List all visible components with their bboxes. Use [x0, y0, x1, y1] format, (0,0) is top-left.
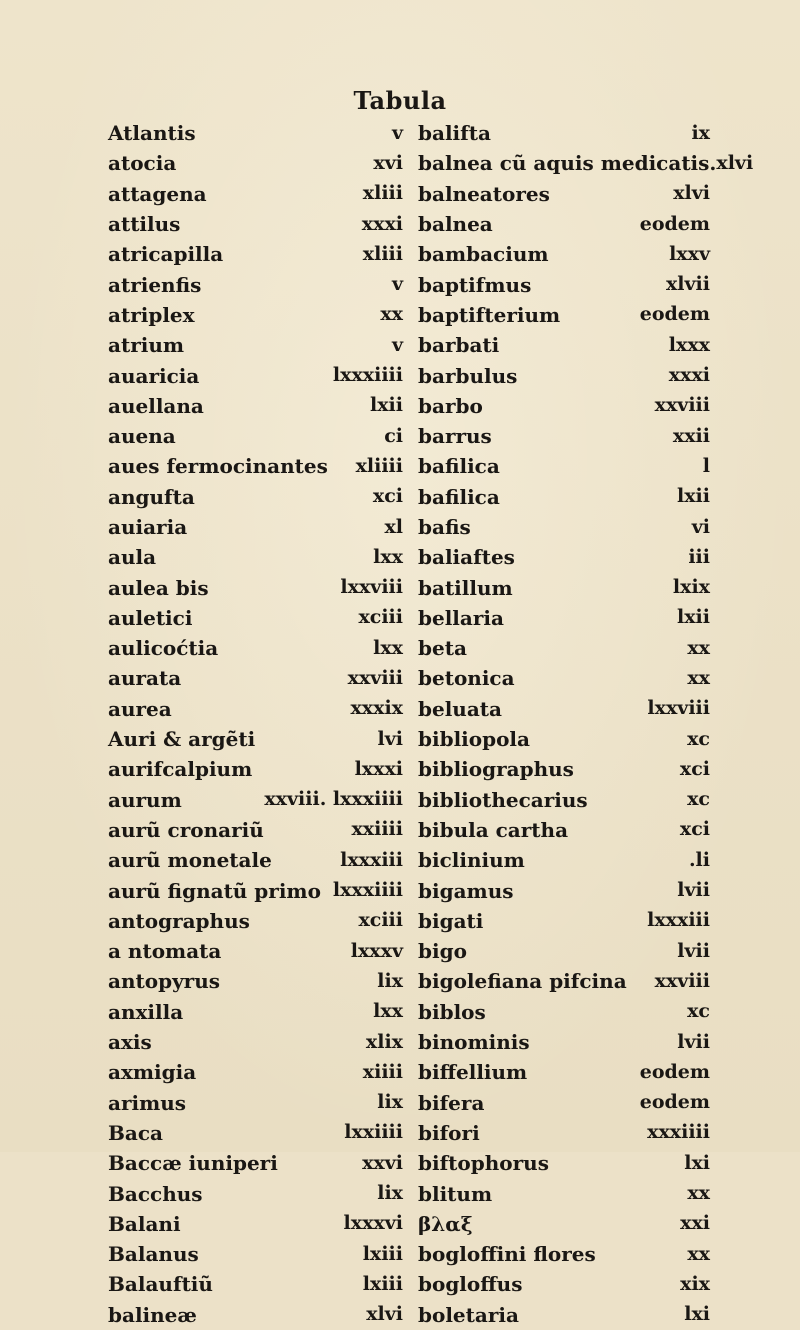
index-entry	[418, 391, 710, 421]
index-entry	[418, 724, 710, 754]
index-term: atrienfis	[108, 272, 202, 297]
page-reference: xxviii. lxxxiiii	[264, 788, 403, 811]
index-entry	[108, 694, 403, 724]
index-entry	[418, 1269, 710, 1299]
index-entry	[418, 148, 754, 178]
index-entry	[418, 694, 710, 724]
index-term: baptifmus	[418, 272, 532, 297]
index-entry	[108, 997, 403, 1027]
page-reference: lix	[377, 1091, 403, 1114]
index-entry	[108, 118, 403, 148]
index-term: balnea	[418, 212, 493, 237]
page-reference: xxxi	[668, 364, 710, 387]
index-term: axis	[108, 1030, 152, 1055]
page-reference: lxxx	[668, 333, 710, 356]
page-reference: vi	[691, 515, 710, 538]
index-entry	[108, 603, 403, 633]
page-reference: xiiii	[362, 1060, 403, 1083]
page-reference: xliiii	[355, 454, 403, 477]
index-term: bifera	[418, 1090, 485, 1115]
index-term: βλαξ	[418, 1211, 473, 1236]
index-entry	[418, 179, 710, 209]
page-reference: lvi	[377, 727, 403, 750]
index-term: bigolefiana pifcina	[418, 969, 627, 994]
index-entry	[108, 845, 403, 875]
page-reference: lxiii	[362, 1272, 403, 1295]
page-reference: eodem	[639, 303, 710, 326]
index-entry	[108, 936, 403, 966]
index-entry	[108, 724, 403, 754]
index-term: Atlantis	[108, 121, 196, 146]
index-column-right	[418, 118, 754, 1330]
index-entry	[108, 179, 403, 209]
page-reference: xliii	[362, 242, 403, 265]
page-reference: lxix	[672, 576, 710, 599]
page-reference: lxxviii	[647, 697, 710, 720]
page-reference: xci	[372, 485, 403, 508]
page-reference: lxx	[373, 636, 403, 659]
index-entry	[418, 360, 710, 390]
index-term: aurũ cronariũ	[108, 817, 264, 842]
page-reference: xliii	[362, 182, 403, 205]
index-term: baliaftes	[418, 545, 515, 570]
index-entry	[418, 451, 710, 481]
page-reference: lxxiiii	[344, 1121, 403, 1144]
index-entry	[108, 966, 403, 996]
index-entry	[418, 603, 710, 633]
page-reference: lvii	[677, 1030, 710, 1053]
index-entry	[418, 936, 710, 966]
page-reference: lxi	[684, 1151, 710, 1174]
page-reference: lxiii	[362, 1242, 403, 1265]
index-term: bibliographus	[418, 757, 574, 782]
page-reference: xci	[679, 818, 710, 841]
page-reference: xx	[687, 636, 710, 659]
index-entry	[418, 1057, 710, 1087]
index-term: atricapilla	[108, 242, 224, 267]
index-entry	[108, 451, 403, 481]
index-term: bibula cartha	[418, 817, 569, 842]
index-entry	[108, 330, 403, 360]
index-entry	[108, 148, 403, 178]
index-term: arimus	[108, 1090, 187, 1115]
page-reference: lxxxi	[354, 757, 403, 780]
index-term: biftophorus	[418, 1151, 549, 1176]
index-term: bogloffus	[418, 1272, 523, 1297]
index-term: aurifcalpium	[108, 757, 253, 782]
index-term: aurum	[108, 787, 182, 812]
page-reference: lxx	[373, 1000, 403, 1023]
page-reference: lxxxiii	[340, 848, 403, 871]
index-entry	[108, 482, 403, 512]
page-reference: lxxxv	[350, 939, 403, 962]
index-term: baptifterium	[418, 302, 561, 327]
page-reference: lxxxvi	[343, 1212, 403, 1235]
index-entry	[418, 1118, 710, 1148]
index-entry	[418, 1209, 710, 1239]
index-entry	[108, 1300, 403, 1330]
index-term: bafilica	[418, 484, 500, 509]
index-entry	[108, 754, 403, 784]
index-term: Baccæ iuniperi	[108, 1151, 278, 1176]
index-term: blitum	[418, 1181, 493, 1206]
index-term: aurũ monetale	[108, 848, 272, 873]
index-term: aurea	[108, 696, 172, 721]
page-reference: xix	[680, 1272, 710, 1295]
index-term: auena	[108, 424, 176, 449]
index-term: Baca	[108, 1120, 163, 1145]
page-reference: xlvii	[665, 273, 710, 296]
index-entry	[418, 1027, 710, 1057]
index-term: bibliothecarius	[418, 787, 588, 812]
index-term: biffellium	[418, 1060, 528, 1085]
page-reference: xc	[687, 1000, 710, 1023]
page-reference: lxxv	[669, 242, 710, 265]
index-term: angufta	[108, 484, 195, 509]
page-reference: ci	[384, 424, 403, 447]
index-entry	[108, 542, 403, 572]
index-entry	[418, 906, 710, 936]
page-reference: ix	[691, 121, 710, 144]
index-term: bafis	[418, 515, 471, 539]
index-entry	[418, 845, 710, 875]
index-entry	[108, 875, 403, 905]
index-term: aurata	[108, 666, 182, 691]
index-term: barbo	[418, 393, 483, 418]
index-entry	[418, 118, 710, 148]
index-term: biblos	[418, 999, 486, 1024]
page-reference: xlvi	[366, 1303, 403, 1326]
index-term: barbati	[418, 333, 500, 358]
index-entry	[108, 785, 403, 815]
page-reference: lxxxiiii	[332, 364, 403, 387]
index-term: bifori	[418, 1120, 480, 1145]
page-reference: xxvi	[362, 1151, 403, 1174]
page-reference: lvii	[677, 879, 710, 902]
page-reference: xxviii	[347, 666, 403, 689]
page-reference: xxxix	[350, 697, 403, 720]
index-entry	[108, 269, 403, 299]
index-term: balifta	[418, 121, 491, 146]
index-term: aula	[108, 545, 157, 570]
page-reference: lvii	[677, 939, 710, 962]
page-reference: xxiiii	[351, 818, 403, 841]
page-reference: v	[391, 121, 403, 144]
index-term: atrium	[108, 333, 185, 358]
index-term: a ntomata	[108, 939, 222, 964]
index-term: auiaria	[108, 515, 188, 539]
index-term: atocia	[108, 151, 177, 176]
index-term: antographus	[108, 908, 250, 933]
index-term: Balanus	[108, 1242, 199, 1267]
index-term: bellaria	[418, 605, 504, 630]
index-entry	[418, 269, 710, 299]
page-reference: .li	[688, 848, 710, 871]
page-reference: lxxxiii	[647, 909, 710, 932]
index-entry	[418, 1178, 710, 1208]
index-term: aurũ fignatũ primo	[108, 878, 321, 903]
index-entry	[108, 1088, 403, 1118]
index-term: barbulus	[418, 363, 518, 388]
index-term: attilus	[108, 212, 181, 237]
page-reference: xx	[380, 303, 403, 326]
index-entry	[108, 663, 403, 693]
index-term: bambacium	[418, 242, 549, 267]
index-term: beluata	[418, 696, 503, 721]
index-term: bigati	[418, 908, 484, 933]
index-entry	[418, 482, 710, 512]
page-reference: xciii	[358, 606, 403, 629]
page-reference: iii	[688, 545, 710, 568]
page-title: Tabula	[353, 86, 447, 115]
index-entry	[418, 1300, 710, 1330]
index-entry	[418, 785, 710, 815]
page-reference: xx	[687, 1242, 710, 1265]
index-entry	[418, 300, 710, 330]
index-term: aues fermocinantes	[108, 454, 328, 479]
page-reference: xxii	[672, 424, 710, 447]
page-reference: xx	[687, 1182, 710, 1205]
index-term: aulicoćtia	[108, 636, 219, 661]
index-entry	[418, 1239, 710, 1269]
index-term: bigo	[418, 939, 467, 964]
index-entry	[108, 1148, 403, 1178]
page-reference: xlvi	[716, 151, 754, 174]
index-entry	[108, 300, 403, 330]
index-entry	[108, 815, 403, 845]
index-entry	[108, 1027, 403, 1057]
index-entry	[418, 875, 710, 905]
index-entry	[418, 663, 710, 693]
page-reference: lxii	[677, 485, 710, 508]
index-entry	[418, 815, 710, 845]
index-entry	[108, 1269, 403, 1299]
index-term: binominis	[418, 1030, 530, 1055]
index-term: biclinium	[418, 848, 525, 873]
index-term: auletici	[108, 605, 193, 630]
page-reference: lxxxiiii	[332, 879, 403, 902]
index-entry	[418, 633, 710, 663]
page-reference: xlix	[365, 1030, 403, 1053]
index-entry	[108, 209, 403, 239]
index-entry	[108, 1178, 403, 1208]
index-term: bogloffini flores	[418, 1242, 596, 1267]
page-reference: xc	[687, 727, 710, 750]
index-term: balnea cũ aquis medicatis.	[418, 151, 717, 176]
index-term: balineæ	[108, 1302, 197, 1327]
index-entry	[418, 421, 710, 451]
index-entry	[108, 572, 403, 602]
page-reference: xc	[687, 788, 710, 811]
index-entry	[418, 512, 710, 542]
index-term: bafilica	[418, 454, 500, 479]
index-term: batillum	[418, 575, 513, 600]
index-column-left	[108, 118, 403, 1330]
page-reference: xlvi	[673, 182, 710, 205]
index-term: betonica	[418, 666, 515, 691]
index-entry	[108, 1209, 403, 1239]
page-reference: v	[391, 273, 403, 296]
page-reference: v	[391, 333, 403, 356]
page-reference: xxi	[680, 1212, 710, 1235]
index-entry	[418, 966, 710, 996]
page-reference: xci	[679, 757, 710, 780]
index-term: beta	[418, 636, 467, 661]
index-entry	[108, 391, 403, 421]
index-entry	[108, 1118, 403, 1148]
page-reference: lxi	[684, 1303, 710, 1326]
index-entry	[418, 239, 710, 269]
index-entry	[108, 906, 403, 936]
page-reference: lix	[377, 969, 403, 992]
index-term: axmigia	[108, 1060, 197, 1085]
index-term: Bacchus	[108, 1181, 203, 1206]
page-reference: lxii	[677, 606, 710, 629]
page-reference: xl	[384, 515, 403, 538]
page-reference: eodem	[639, 212, 710, 235]
page-reference: lxxviii	[340, 576, 403, 599]
index-term: auaricia	[108, 363, 200, 388]
index-entry	[418, 330, 710, 360]
index-term: boletaria	[418, 1302, 519, 1327]
page-reference: xvi	[373, 151, 403, 174]
index-term: Balani	[108, 1211, 181, 1236]
index-entry	[418, 209, 710, 239]
page-reference: lix	[377, 1182, 403, 1205]
index-term: attagena	[108, 181, 207, 206]
index-term: Auri & argẽti	[108, 727, 256, 752]
index-entry	[418, 997, 710, 1027]
page-reference: eodem	[639, 1091, 710, 1114]
page-reference: xxviii	[654, 394, 710, 417]
index-entry	[108, 633, 403, 663]
index-entry	[418, 542, 710, 572]
index-term: balneatores	[418, 181, 550, 206]
index-term: auellana	[108, 393, 204, 418]
page-reference: lxx	[373, 545, 403, 568]
page-reference: xciii	[358, 909, 403, 932]
index-term: bigamus	[418, 878, 514, 903]
index-entry	[418, 754, 710, 784]
index-term: bibliopola	[418, 727, 530, 752]
index-entry	[108, 512, 403, 542]
page-reference: lxii	[370, 394, 403, 417]
index-entry	[108, 1057, 403, 1087]
page-reference: xxxiiii	[647, 1121, 710, 1144]
index-entry	[418, 572, 710, 602]
index-entry	[108, 239, 403, 269]
index-term: atriplex	[108, 302, 195, 327]
index-term: Balauftiũ	[108, 1272, 213, 1297]
page-reference: xxviii	[654, 969, 710, 992]
page-reference: eodem	[639, 1060, 710, 1083]
index-entry	[418, 1148, 710, 1178]
index-term: antopyrus	[108, 969, 221, 994]
page-reference: xx	[687, 666, 710, 689]
page-reference: xxxi	[361, 212, 403, 235]
index-term: anxilla	[108, 999, 184, 1024]
page-reference: l	[702, 454, 710, 477]
index-entry	[108, 421, 403, 451]
index-entry	[108, 360, 403, 390]
index-term: barrus	[418, 424, 492, 449]
index-entry	[418, 1088, 710, 1118]
index-entry	[108, 1239, 403, 1269]
index-term: aulea bis	[108, 575, 209, 600]
